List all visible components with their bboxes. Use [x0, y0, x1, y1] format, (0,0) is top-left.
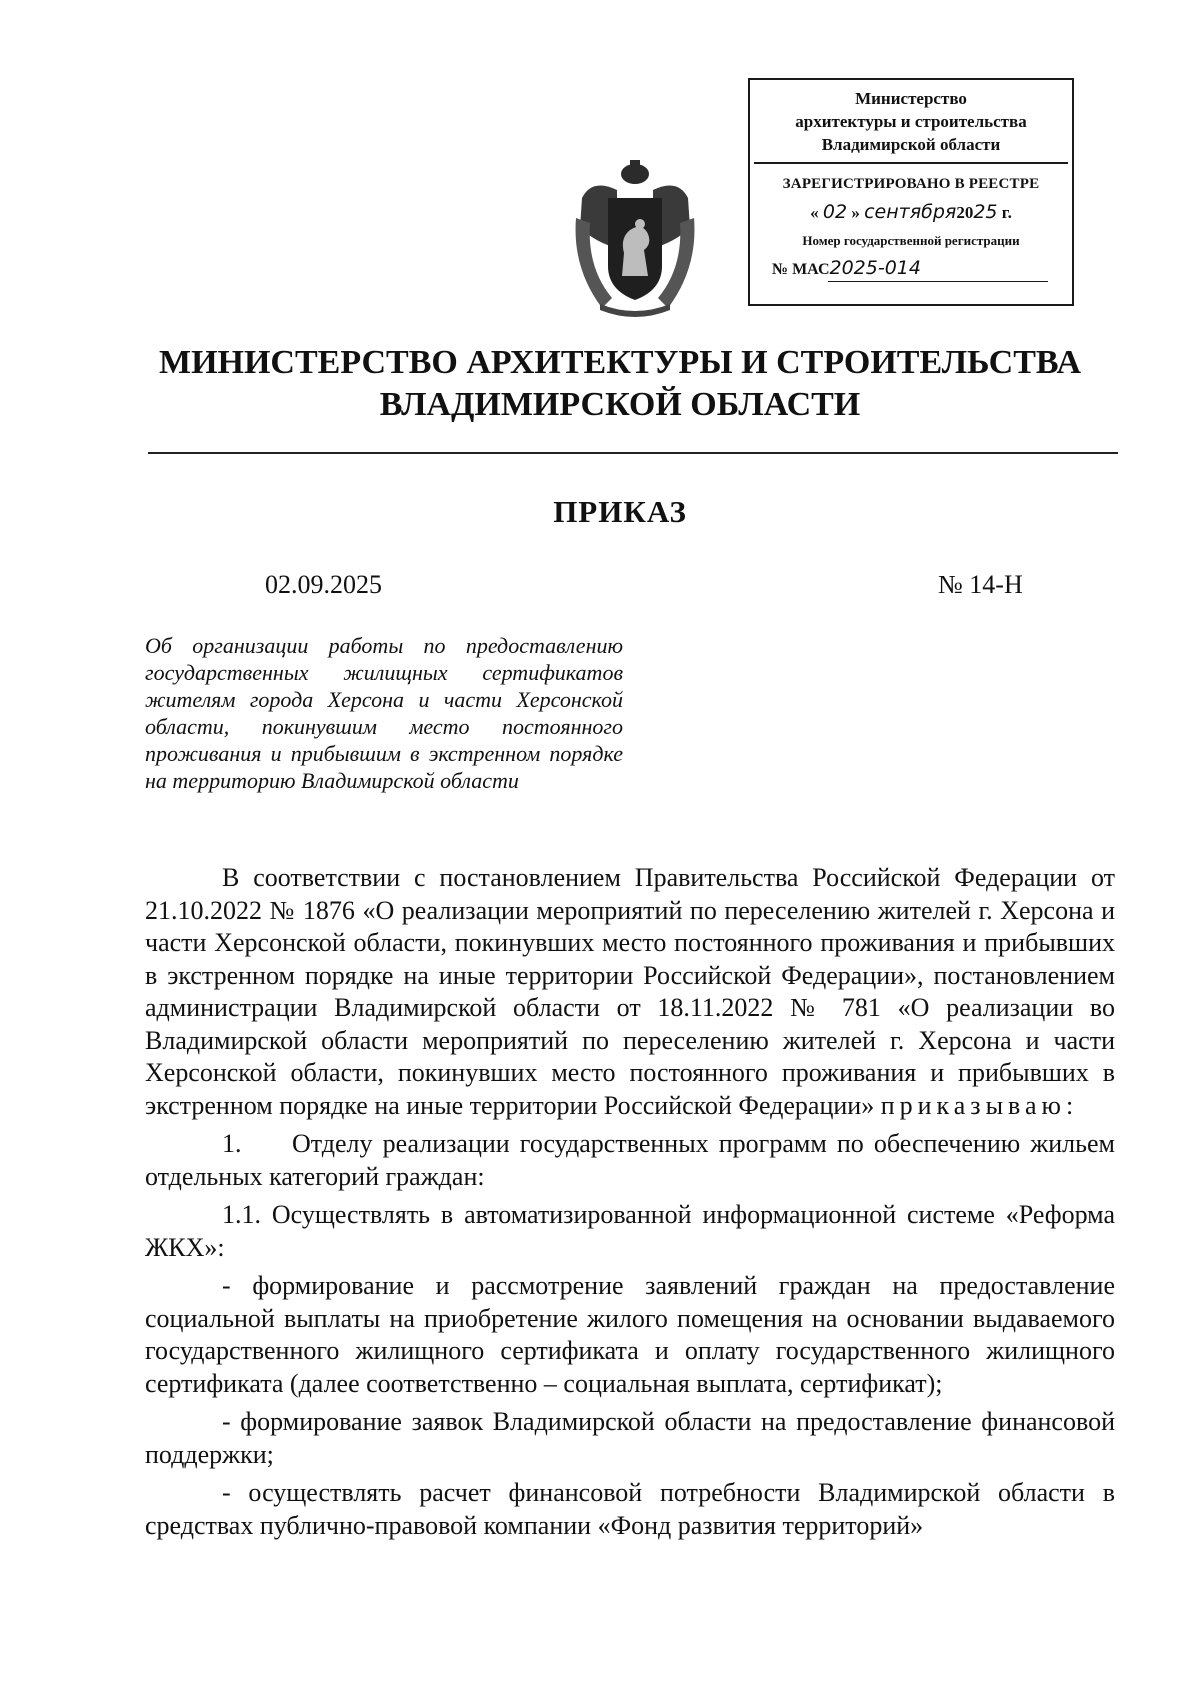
bullet-item: - формирование и рассмотрение заявлений граждан на предоставление социальной выплаты на приобретение жилого помещения на основании выдаваемого государственного жилищного сертификата и оплату государственного жилищного сертификата (далее соответственно – социальная выплата, сертификат);: [145, 1271, 1115, 1398]
order-word: приказываю:: [880, 1090, 1079, 1120]
stamp-year-unit: г.: [1001, 203, 1012, 222]
registration-stamp: [748, 78, 1074, 306]
item-1-1: 1.1. Осуществлять в автоматизированной информационной системе «Реформа ЖКХ»:: [145, 1200, 1115, 1262]
bullet-item: - формирование заявок Владимирской области на предоставление финансовой поддержки;: [145, 1407, 1115, 1469]
document-type: ПРИКАЗ: [553, 494, 687, 529]
preamble-text: В соответствии с постановлением Правительства Российской Федерации от 21.10.2022 № 1876 «О реализации мероприятий по переселению жителей г. Херсона и части Херсонской области, покинувших место постоянного проживания и прибывших в экстренном порядке на иные территории Российской Федерации», постановлением администрации Владимирской области от 18.11.2022 № 781 «О реализации во Владимирской области мероприятий по переселению жителей г. Херсона и части Херсонской области, покинувших место постоянного проживания и прибывших в экстренном порядке на иные территории Российской Федерации»: [145, 863, 1115, 1120]
stamp-ministry-line: Министерство: [855, 89, 967, 108]
stamp-year-prefix: 20: [956, 203, 974, 222]
organization-title: [120, 342, 1120, 426]
stamp-quote: »: [851, 203, 860, 222]
document-number: № 14-Н: [938, 570, 1023, 599]
stamp-date: [750, 201, 1072, 227]
stamp-ministry: [750, 80, 1072, 162]
coat-of-arms-emblem: [572, 158, 698, 318]
stamp-number-handwritten: 2025-014: [829, 257, 921, 279]
stamp-number-label: Номер государственной регистрации: [802, 233, 1020, 248]
stamp-ministry-line: архитектуры и строительства: [795, 112, 1027, 131]
stamp-month-handwritten: сентября: [864, 201, 957, 223]
bullet-item: - осуществлять расчет финансовой потребности Владимирской области в средствах публично-правовой компании «Фонд развития территорий»: [145, 1478, 1115, 1540]
stamp-quote: «: [810, 203, 819, 222]
stamp-number-prefix: № МАС: [772, 261, 830, 278]
organization-title-line: МИНИСТЕРСТВО АРХИТЕКТУРЫ И СТРОИТЕЛЬСТВА: [158, 344, 1082, 381]
item-1: 1. Отделу реализации государственных программ по обеспечению жильем отдельных категорий граждан:: [145, 1129, 1115, 1191]
document-date: 02.09.2025: [265, 570, 382, 599]
stamp-registered-label: ЗАРЕГИСТРИРОВАНО В РЕЕСТРЕ: [782, 176, 1040, 192]
document-subject: Об организации работы по предоставлению государственных жилищных сертификатов жителям города Херсона и части Херсонской области, покинувшим место постоянного проживания и прибывшим в экстренном порядке на территорию Владимирской области: [145, 633, 623, 793]
stamp-year-handwritten: 25: [973, 201, 998, 223]
preamble-paragraph: [145, 862, 1115, 1122]
document-body: [145, 862, 1115, 1548]
stamp-number-underline: [828, 281, 1048, 282]
stamp-number: [772, 257, 1072, 279]
stamp-day-handwritten: 02: [822, 201, 848, 223]
header-divider: [148, 452, 1118, 454]
stamp-divider: [754, 162, 1068, 164]
stamp-ministry-line: Владимирской области: [821, 135, 1001, 154]
organization-title-line: ВЛАДИМИРСКОЙ ОБЛАСТИ: [379, 386, 861, 423]
